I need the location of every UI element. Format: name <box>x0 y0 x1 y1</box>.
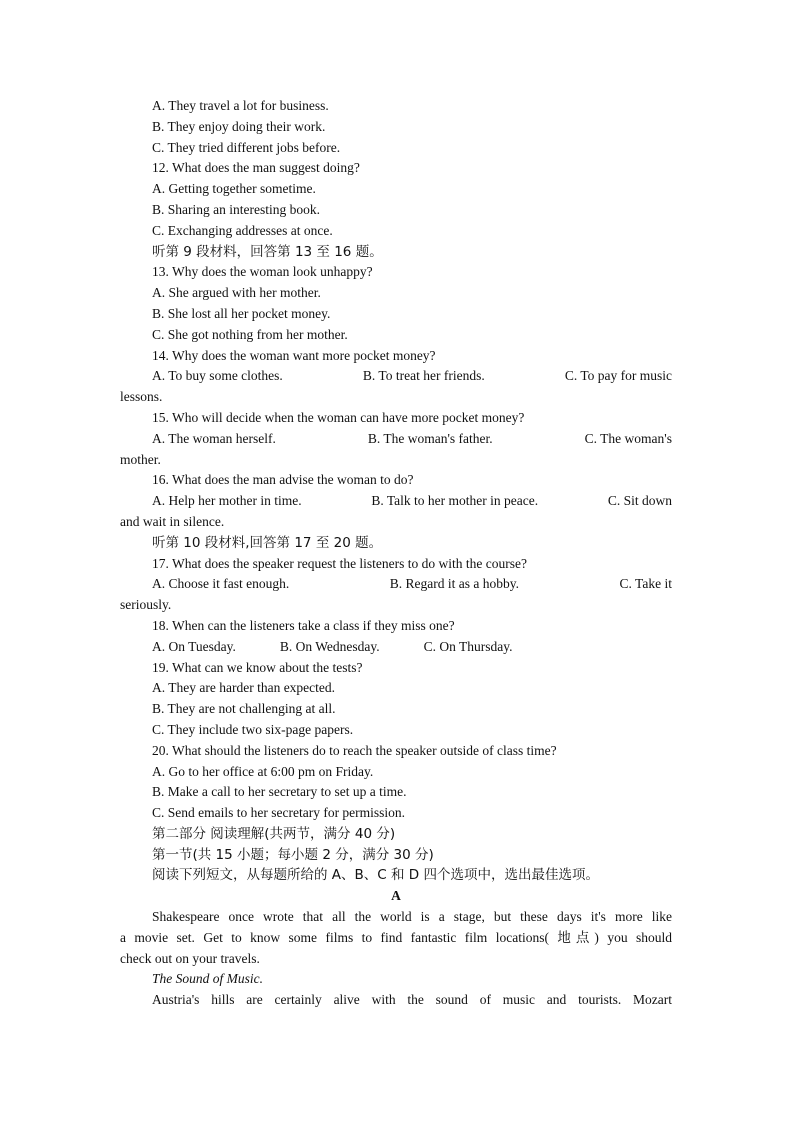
question-13: 13. Why does the woman look unhappy? <box>152 264 373 280</box>
option-12b: B. Sharing an interesting book. <box>152 201 320 217</box>
passage-line-3: check out on your travels. <box>120 950 260 966</box>
question-20: 20. What should the listeners do to reach the speaker outside of class time? <box>152 742 557 758</box>
option-19b: B. They are not challenging at all. <box>152 701 336 717</box>
option-17a: A. Choose it fast enough. <box>152 576 290 592</box>
option-16a: A. Help her mother in time. <box>152 493 302 509</box>
option-18a: A. On Tuesday. <box>152 638 236 654</box>
section-10-heading: 听第 10 段材料,回答第 17 至 20 题。 <box>152 534 383 551</box>
option-17b: B. Regard it as a hobby. <box>389 576 520 592</box>
question-19: 19. What can we know about the tests? <box>152 659 363 675</box>
question-17: 17. What does the speaker request the listeners to do with the course? <box>152 555 528 571</box>
section-1-heading: 第一节(共 15 小题；每小题 2 分，满分 30 分) <box>152 846 434 863</box>
option-11a: A. They travel a lot for business. <box>152 98 329 113</box>
passage-letter: A <box>391 888 401 904</box>
passage-line-4: Austria's hills are certainly alive with the sound of music and tourists. Mozart <box>152 992 672 1008</box>
option-16b: B. Talk to her mother in peace. <box>371 493 539 509</box>
question-14: 14. Why does the woman want more pocket money? <box>152 347 436 363</box>
section-9-heading: 听第 9 段材料，回答第 13 至 16 题。 <box>152 243 383 260</box>
option-19a: A. They are harder than expected. <box>152 680 336 696</box>
option-11b: B. They enjoy doing their work. <box>152 118 326 134</box>
option-12a: A. Getting together sometime. <box>152 181 316 197</box>
options-15 <box>120 429 672 450</box>
option-19c: C. They include two six-page papers. <box>152 721 354 737</box>
option-20c: C. Send emails to her secretary for permission. <box>152 805 406 821</box>
option-14c: C. To pay for music <box>564 368 672 384</box>
options-16 <box>120 491 672 512</box>
passage-line-2: a movie set. Get to know some films to find fantastic film locations( 地点) you should <box>120 929 672 945</box>
option-14a: A. To buy some clothes. <box>152 368 283 384</box>
film-subtitle: The Sound of Music. <box>152 971 263 987</box>
question-16: 16. What does the man advise the woman to do? <box>152 472 414 488</box>
option-15c-cont: mother. <box>120 451 161 467</box>
option-17c: C. Take it <box>619 576 672 592</box>
option-12c: C. Exchanging addresses at once. <box>152 222 333 238</box>
option-20b: B. Make a call to her secretary to set up a time. <box>152 784 407 800</box>
option-14c-cont: lessons. <box>120 389 163 405</box>
document-page <box>120 96 672 1011</box>
option-16c: C. Sit down <box>607 493 672 509</box>
question-15: 15. Who will decide when the woman can have more pocket money? <box>152 409 525 425</box>
option-14b: B. To treat her friends. <box>362 368 485 384</box>
option-13a: A. She argued with her mother. <box>152 285 321 301</box>
passage-line-1: Shakespeare once wrote that all the world is a stage, but these days it's more like <box>152 909 672 925</box>
options-18 <box>120 637 672 658</box>
question-18: 18. When can the listeners take a class if they miss one? <box>152 617 455 633</box>
options-17 <box>120 574 672 595</box>
option-15b: B. The woman's father. <box>367 430 493 446</box>
option-16c-cont: and wait in silence. <box>120 513 225 529</box>
option-11c: C. They tried different jobs before. <box>152 139 341 155</box>
instructions: 阅读下列短文，从每题所给的 A、B、C 和 D 四个选项中，选出最佳选项。 <box>152 867 599 884</box>
options-14 <box>120 366 672 387</box>
option-18b: B. On Wednesday. <box>279 638 380 654</box>
option-15a: A. The woman herself. <box>152 430 276 446</box>
option-17c-cont: seriously. <box>120 597 172 613</box>
part-2-heading: 第二部分 阅读理解(共两节，满分 40 分) <box>152 825 396 842</box>
option-18c: C. On Thursday. <box>423 638 513 654</box>
option-13c: C. She got nothing from her mother. <box>152 326 348 342</box>
question-12: 12. What does the man suggest doing? <box>152 160 360 176</box>
option-15c: C. The woman's <box>584 430 672 446</box>
option-20a: A. Go to her office at 6:00 pm on Friday. <box>152 763 374 779</box>
option-13b: B. She lost all her pocket money. <box>152 305 331 321</box>
